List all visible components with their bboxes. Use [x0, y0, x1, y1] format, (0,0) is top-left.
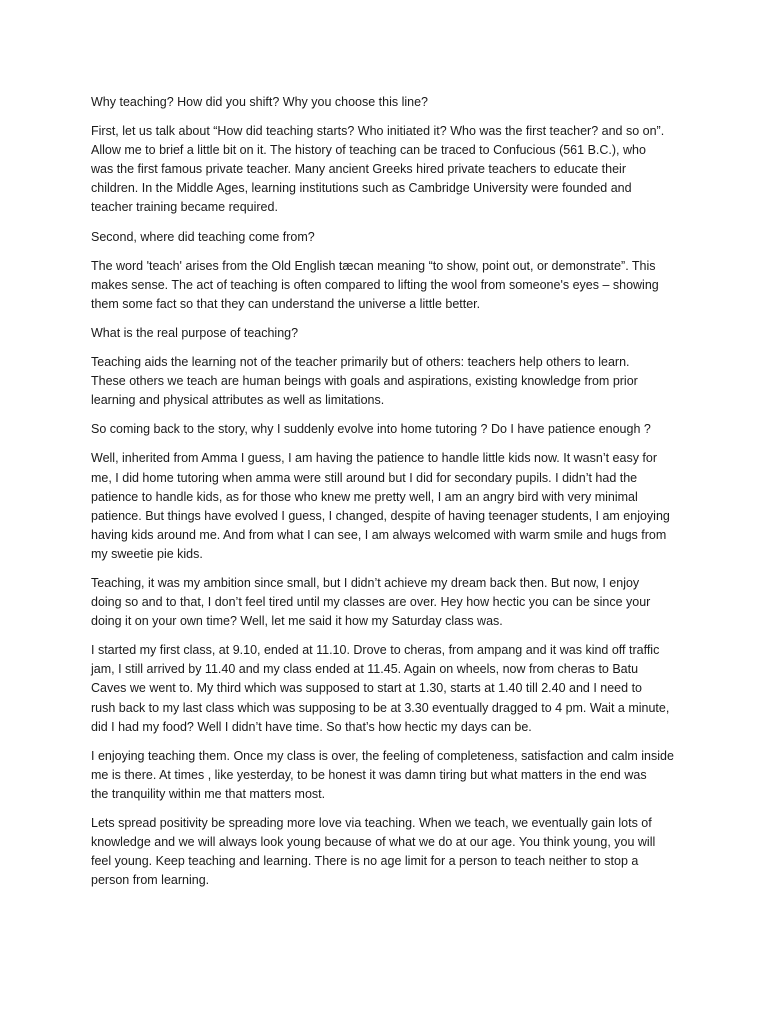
- text-line: them some fact so that they can understand the universe a little better.: [91, 296, 481, 311]
- text-line: Second, where did teaching come from?: [91, 229, 315, 244]
- text-line: Allow me to brief a little bit on it. The history of teaching can be traced to Confucious (561 B.C.), who: [91, 143, 646, 158]
- paragraph: [91, 122, 678, 217]
- text-line: Why teaching? How did you shift? Why you choose this line?: [91, 95, 428, 109]
- text-line: patience to handle kids, as for those who knew me pretty well, I am an angry bird with very minimal: [91, 489, 638, 504]
- paragraph: [91, 449, 678, 564]
- text-line: person from learning.: [91, 873, 210, 888]
- text-line: Teaching aids the learning not of the teacher primarily but of others: teachers help others to learn.: [91, 355, 630, 370]
- text-line: knowledge and we will always look young because of what we do at our age. You think young, you will: [91, 835, 656, 850]
- text-line: my sweetie pie kids.: [91, 546, 203, 561]
- text-line: Lets spread positivity be spreading more love via teaching. When we teach, we eventually gain lots of: [91, 816, 652, 830]
- text-line: was the first famous private teacher. Many ancient Greeks hired private teachers to educate their: [91, 162, 626, 177]
- text-line: Caves we went to. My third which was supposed to start at 1.30, starts at 1.40 till 2.40 and I need to: [91, 681, 642, 696]
- text-line: doing it on your own time? Well, let me said it how my Saturday class was.: [91, 614, 503, 629]
- text-line: Well, inherited from Amma I guess, I am having the patience to handle little kids now. It wasn’t easy for: [91, 451, 658, 466]
- text-line: doing so and to that, I don’t feel tired until my classes are over. Hey how hectic you can be since your: [91, 595, 651, 610]
- paragraph: [91, 574, 678, 631]
- text-line: feel young. Keep teaching and learning. There is no age limit for a person to teach neither to stop a: [91, 854, 639, 869]
- text-line: me, I did home tutoring when amma were still around but I did for secondary pupils. I didn’t had the: [91, 470, 638, 485]
- paragraph: [91, 641, 678, 736]
- text-line: children. In the Middle Ages, learning institutions such as Cambridge University were founded and: [91, 181, 632, 196]
- text-line: I started my first class, at 9.10, ended at 11.10. Drove to cheras, from ampang and it was kind off traffic: [91, 643, 660, 658]
- text-line: patience. But things have evolved I guess, I changed, despite of having teenager students, I am enjoying: [91, 508, 670, 523]
- text-line: me is there. At times , like yesterday, to be honest it was damn tiring but what matters in the end was: [91, 767, 647, 782]
- paragraph: [91, 747, 678, 804]
- paragraph: [91, 228, 678, 247]
- paragraph: [91, 93, 678, 112]
- text-line: teacher training became required.: [91, 200, 278, 215]
- text-line: I enjoying teaching them. Once my class is over, the feeling of completeness, satisfaction and calm inside: [91, 748, 674, 763]
- paragraph: [91, 257, 678, 314]
- text-line: jam, I still arrived by 11.40 and my class ended at 11.45. Again on wheels, now from cheras to Batu: [91, 662, 639, 677]
- text-line: These others we teach are human beings with goals and aspirations, existing knowledge from prior: [91, 374, 638, 389]
- text-line: rush back to my last class which was supposing to be at 3.30 eventually dragged to 4 pm. Wait a minute,: [91, 700, 670, 715]
- text-line: The word 'teach' arises from the Old English tæcan meaning “to show, point out, or demonstrate”. This: [91, 258, 656, 273]
- paragraph: [91, 814, 678, 890]
- text-line: learning and physical attributes as well as limitations.: [91, 393, 385, 408]
- text-line: did I had my food? Well I didn’t have time. So that’s how hectic my days can be.: [91, 719, 532, 734]
- paragraph: [91, 324, 678, 343]
- text-line: Teaching, it was my ambition since small, but I didn’t achieve my dream back then. But now, I enjoy: [91, 575, 640, 590]
- text-line: the tranquility within me that matters most.: [91, 786, 326, 801]
- text-line: makes sense. The act of teaching is often compared to lifting the wool from someone's eyes – showing: [91, 277, 659, 292]
- paragraph: [91, 420, 678, 439]
- text-line: First, let us talk about “How did teaching starts? Who initiated it? Who was the first teacher? and so on”.: [91, 124, 665, 139]
- paragraph: [91, 353, 678, 410]
- text-line: What is the real purpose of teaching?: [91, 325, 299, 340]
- document-body: [91, 93, 678, 890]
- text-line: having kids around me. And from what I can see, I am always welcomed with warm smile and hugs from: [91, 527, 667, 542]
- text-line: So coming back to the story, why I suddenly evolve into home tutoring ? Do I have patience enough ?: [91, 422, 651, 437]
